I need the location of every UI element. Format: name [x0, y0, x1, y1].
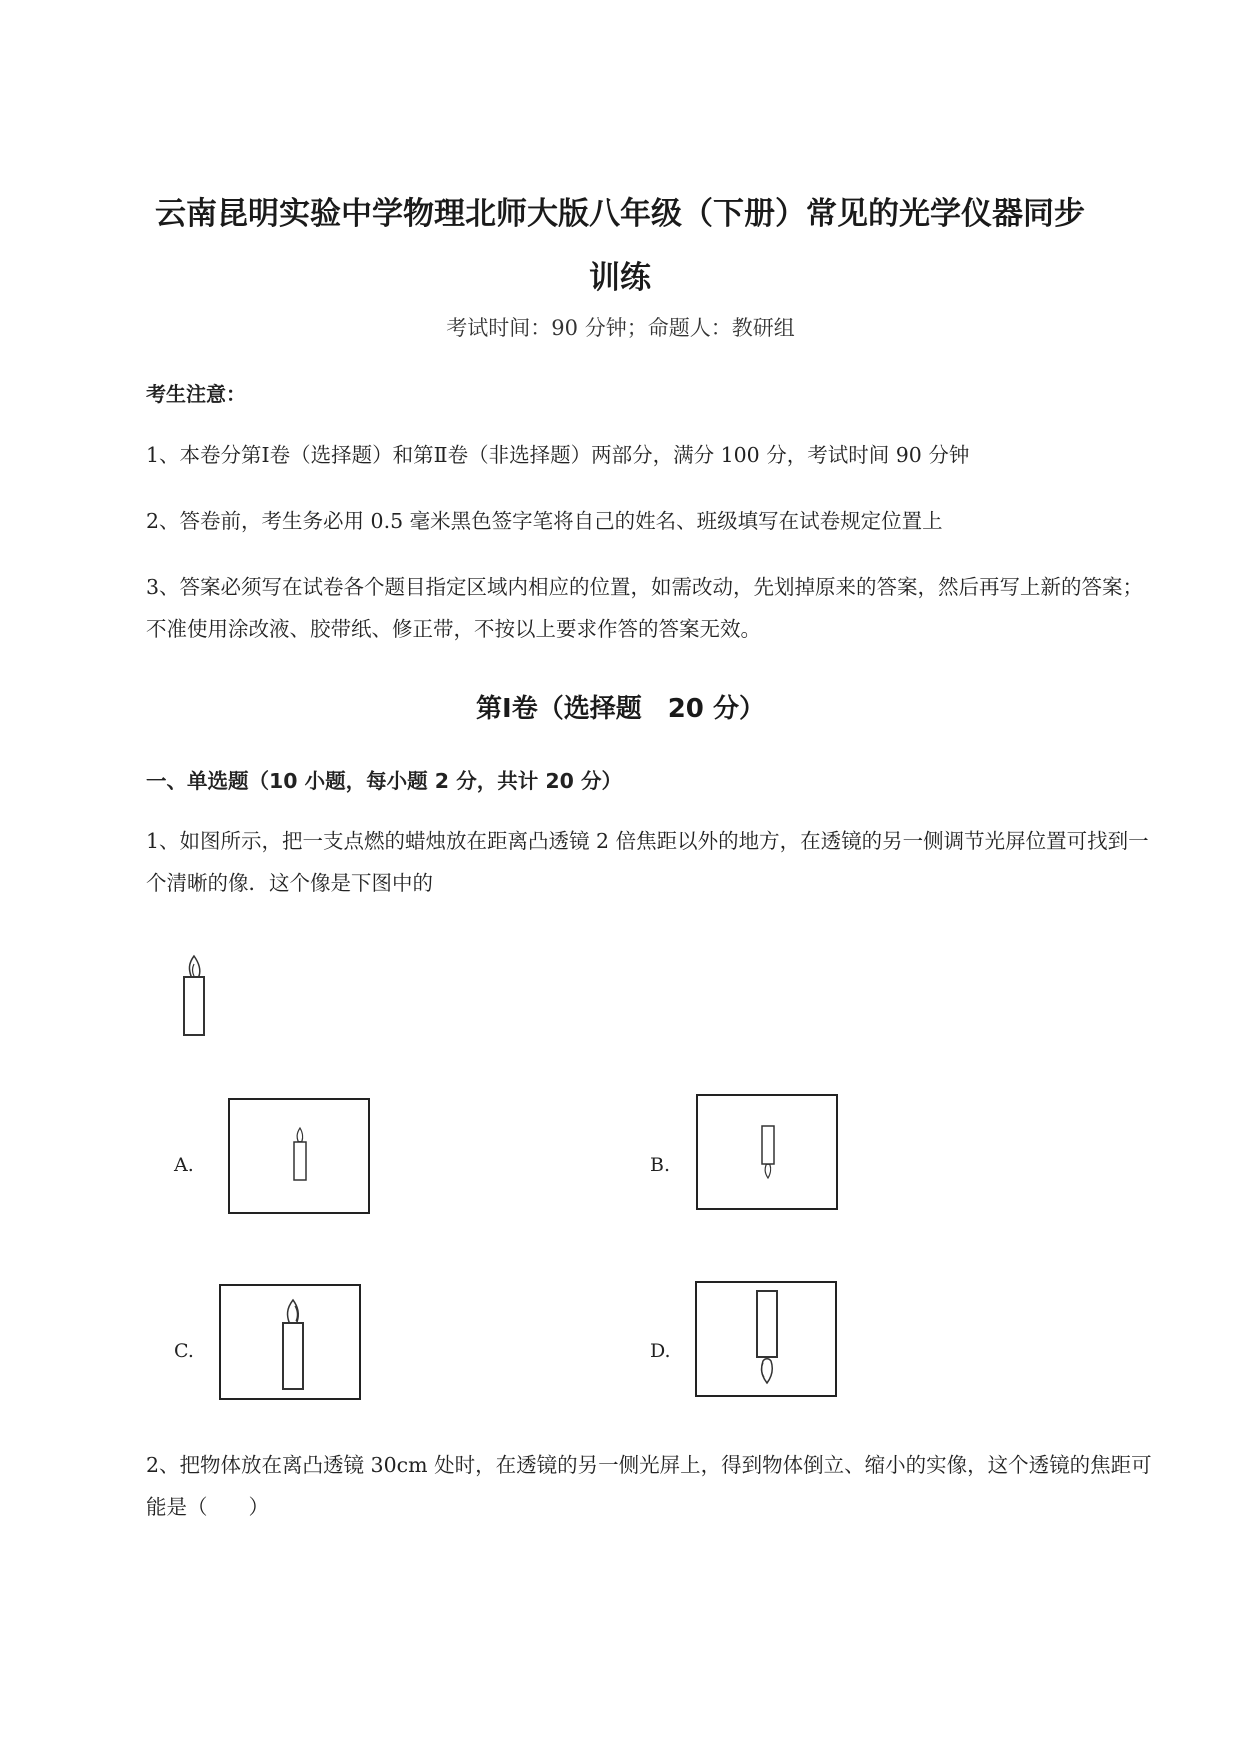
question-2-text: 2、把物体放在离凸透镜 30cm 处时，在透镜的另一侧光屏上，得到物体倒立、缩小的实像，这个透镜的焦距可能是（ ） [146, 1453, 1152, 1519]
option-a-image[interactable] [228, 1098, 370, 1214]
page-title-continued: 训练 [589, 260, 651, 296]
notice-item-1: 1、本卷分第Ⅰ卷（选择题）和第Ⅱ卷（非选择题）两部分，满分 100 分，考试时间 90 分钟 [146, 443, 970, 467]
option-d-image[interactable] [695, 1281, 837, 1397]
option-d-label[interactable]: D. [650, 1340, 671, 1362]
notice-heading: 考生注意： [146, 382, 246, 406]
section-title: 第Ⅰ卷（选择题 20 分） [476, 694, 765, 724]
option-b-label[interactable]: B. [650, 1154, 671, 1176]
option-b-image[interactable] [696, 1094, 838, 1210]
option-c-label[interactable]: C. [174, 1340, 194, 1362]
option-c-image[interactable] [219, 1284, 361, 1400]
notice-item-2: 2、答卷前，考生务必用 0.5 毫米黑色签字笔将自己的姓名、班级填写在试卷规定位置上 [146, 509, 943, 533]
large-upright-candle-icon [279, 1300, 307, 1392]
small-upright-candle-icon [292, 1128, 308, 1182]
question-1-text: 1、如图所示，把一支点燃的蜡烛放在距离凸透镜 2 倍焦距以外的地方，在透镜的另一侧调节光屏位置可找到一个清晰的像．这个像是下图中的 [146, 829, 1149, 895]
part-heading: 一、单选题（10 小题，每小题 2 分，共计 20 分） [146, 769, 623, 793]
option-a-label[interactable]: A. [174, 1154, 194, 1176]
exam-info: 考试时间：90 分钟；命题人：教研组 [446, 316, 795, 340]
large-inverted-candle-icon [753, 1291, 781, 1383]
notice-item-3: 3、答案必须写在试卷各个题目指定区域内相应的位置，如需改动，先划掉原来的答案，然后再写上新的答案；不准使用涂改液、胶带纸、修正带，不按以上要求作答的答案无效。 [146, 575, 1144, 641]
candle-icon [180, 956, 210, 1038]
small-inverted-candle-icon [760, 1126, 776, 1180]
page-title: 云南昆明实验中学物理北师大版八年级（下册）常见的光学仪器同步 [155, 196, 1085, 232]
